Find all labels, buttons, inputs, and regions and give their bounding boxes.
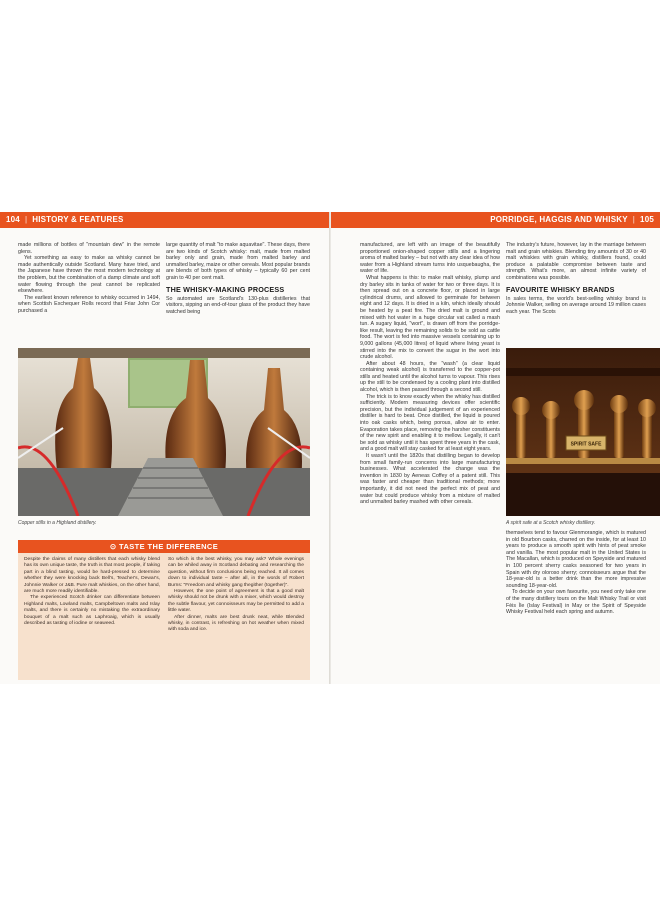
- paragraph: manufactured, are left with an image of the beautifully proportioned onion-shaped copper stills and a lingering aroma of malted barley – but not with any clear idea of how water from a Highland stream turns into usquebaugha, the water of life.: [360, 242, 500, 275]
- left-section-title: HISTORY & FEATURES: [32, 215, 124, 224]
- spirit-safe-label: SPIRIT SAFE: [570, 441, 602, 448]
- paragraph: It wasn't until the 1820s that distilling began to develop from small family-run concerns into large manufacturing businesses. What accelerated the change was the invention in 1830 by Aeneas Coffey of a patent still. This was faster and cheaper than traditional methods; more importantly, it did not need the perfect mix of peat and water but could produce whisky from a mixture of malted and unmalted barley mashed with other cereals.: [360, 453, 500, 506]
- spirit-safe-photo: [506, 348, 660, 516]
- right-photo-caption: A spirit safe at a Scotch whisky distillery.: [506, 520, 596, 526]
- paragraph: After about 48 hours, the "wash" (a clear liquid containing weak alcohol) is transferred to the copper-pot stills and heated until the alcohol turns to vapour. This rises up the still to be condensed by a cooling plant into distilled alcohol, which is then passed through a second still.: [360, 360, 500, 394]
- paragraph: However, the one point of agreement is that a good malt whisky should not be drunk with a mixer, which would destroy the subtle flavour, yet connoisseurs may be permitted to add a little water.: [168, 589, 304, 614]
- paragraph: So which is the best whisky, you may ask? Whole evenings can be whiled away in Scotland debating and researching the question, without firm conclusions being reached. It all comes down to individual taste – after all, in the words of Robert Burns: "Freedom and whisky gang thegither (together)".: [168, 557, 304, 588]
- left-running-header: 104 | HISTORY & FEATURES: [0, 212, 329, 228]
- section-heading: THE WHISKY-MAKING PROCESS: [166, 284, 285, 294]
- paragraph: The industry's future, however, lay in the marriage between malt and grain whiskies. Blending tiny amounts of 30 or 40 malt whiskies with grain whisky, distillers found, could produce a palatable compromise between taste and strength. What's more, an almost infinite variety of combinations was possible.: [506, 242, 646, 281]
- paragraph: Yet something as easy to make as whisky cannot be made authentically outside Scotland. Many have tried, and the Japanese have thrown the most modern technology at the problem, but the combination of a damp climate and soft water flowing through the peat cannot be replicated elsewhere.: [18, 255, 160, 295]
- section-heading: FAVOURITE WHISKY BRANDS: [506, 284, 615, 294]
- paragraph: After dinner, malts are best drunk neat, while Blended whisky, in contrast, is refreshing on hot weather when mixed with soda and ice.: [168, 614, 304, 633]
- paragraph: large quantity of malt "to make aquavitae". These days, there are two kinds of Scotch whisky: malt, made from malted barley only and grain, made from malted barley and unmalted barley, maize or other cereals. Most popular brands are blends of both types of whisky – typically 60 per cent grain to 40 per cent malt.: [166, 242, 310, 281]
- paragraph: In sales terms, the world's best-selling whisky brand is Johnnie Walker, selling on average around 19 million cases each year. The Scots: [506, 295, 646, 315]
- box-title: TASTE THE DIFFERENCE: [119, 542, 219, 551]
- taste-the-difference-box: [18, 540, 310, 680]
- right-running-header: PORRIDGE, HAGGIS AND WHISKY | 105: [331, 212, 660, 228]
- paragraph: The experienced Scotch drinker can differentiate between Highland malts, Lowland malts, Campbeltown malts and Islay malts, and there is certainly no mistaking the extraordinary bouquet of a malt such as Laphroaig, which is usually described as tasting of iodine or seaweed.: [24, 595, 160, 627]
- right-column-1: [360, 242, 500, 506]
- left-column-1: [18, 242, 160, 315]
- spirit-safe-illustration: [506, 348, 660, 516]
- paragraph: So automated are Scotland's 130-plus distilleries that visitors, sipping an end-of-tour glass of the product they have watched being: [166, 295, 310, 315]
- glass-icon: ⊙: [109, 542, 120, 551]
- paragraph: The earliest known reference to whisky occurred in 1494, when Scottish Exchequer Rolls record that Friar John Cor purchased a: [18, 294, 160, 314]
- paragraph: made millions of bottles of "mountain dew" in the remote glens.: [18, 242, 160, 255]
- paragraph: Despite the claims of many distillers that each whisky blend has its own unique taste, the truth is that most people, if taking part in a blind tasting, would be hard-pressed to determine whether they were knocking back Bell's, Teacher's, Dewar's, Johnnie Walker or J&B. Pure malt whiskies, on the other hand, are much more readily identifiable.: [24, 557, 160, 595]
- box-title-bar: [18, 540, 310, 553]
- left-photo-caption: Copper stills in a Highland distillery.: [18, 520, 97, 526]
- right-column-2-top: [506, 242, 646, 315]
- paragraph: The trick is to know exactly when the whisky has distilled sufficiently. Modern measuring devices offer scientific precision, but the individual judgement of an experienced distiller is hard to beat. Once distilled, the liquid is poured into oak casks which, being porous, allow air to enter. Evaporation takes place, removing the harsher constituents of the new spirit and enabling it to mellow. Legally, it can't be sold as whisky until it has spent three years in the cask, and a good malt will stay casked for at least eight years.: [360, 393, 500, 453]
- left-page-number: 104: [6, 215, 20, 224]
- paragraph: What happens is this: to make malt whisky, plump and dry barley sits in tanks of water for two or three days. It is then spread out on a concrete floor, or placed in large cylindrical drums, and allowed to germinate for between eight and 12 days. It is dried in a kiln, which ideally should be heated by a peat fire. The dried malt is ground and mixed with hot water in a huge circular vat called a mash tun. A sugary liquid, "wort", is drawn off from the porridge-like result, leaving the remaining solids to be sold as cattle food. The wort is fed into massive vessels containing up to 9,000 gallons (45,000 litres) of liquid where living yeast is stirred into the mix to convert the sugar in the wort into crude alcohol.: [360, 274, 500, 361]
- left-column-2: [166, 242, 310, 315]
- right-column-2-bottom: [506, 530, 646, 616]
- box-column-2: [168, 557, 304, 634]
- paragraph: themselves tend to favour Glenmorangie, which is matured in old Bourbon casks, charred on the inside, for at least 10 years to produce a smooth spirit with hints of peat smoke and vanilla. The most popular malt in the United States is The Macallan, which is produced on Speyside and matured in 100 percent sherry casks seasoned for two years in Spain with dry oloroso sherry; connoisseurs argue that the 18-year-old is a better drink than the more impressive sounding 18-year-old.: [506, 530, 646, 589]
- box-column-1: [24, 557, 160, 627]
- copper-stills-photo: [18, 348, 310, 516]
- copper-stills-illustration: [18, 348, 310, 516]
- paragraph: To decide on your own favourite, you need only take one of the many distillery tours on the Malt Whisky Trail or visit Fèis Ìle (Islay Festival) in May or the Spirit of Speyside Whisky Festival held each spring and autumn.: [506, 589, 646, 616]
- page-gutter: [329, 212, 331, 684]
- book-spread: [0, 212, 660, 684]
- right-section-title: PORRIDGE, HAGGIS AND WHISKY: [490, 215, 628, 224]
- right-page-number: 105: [640, 215, 654, 224]
